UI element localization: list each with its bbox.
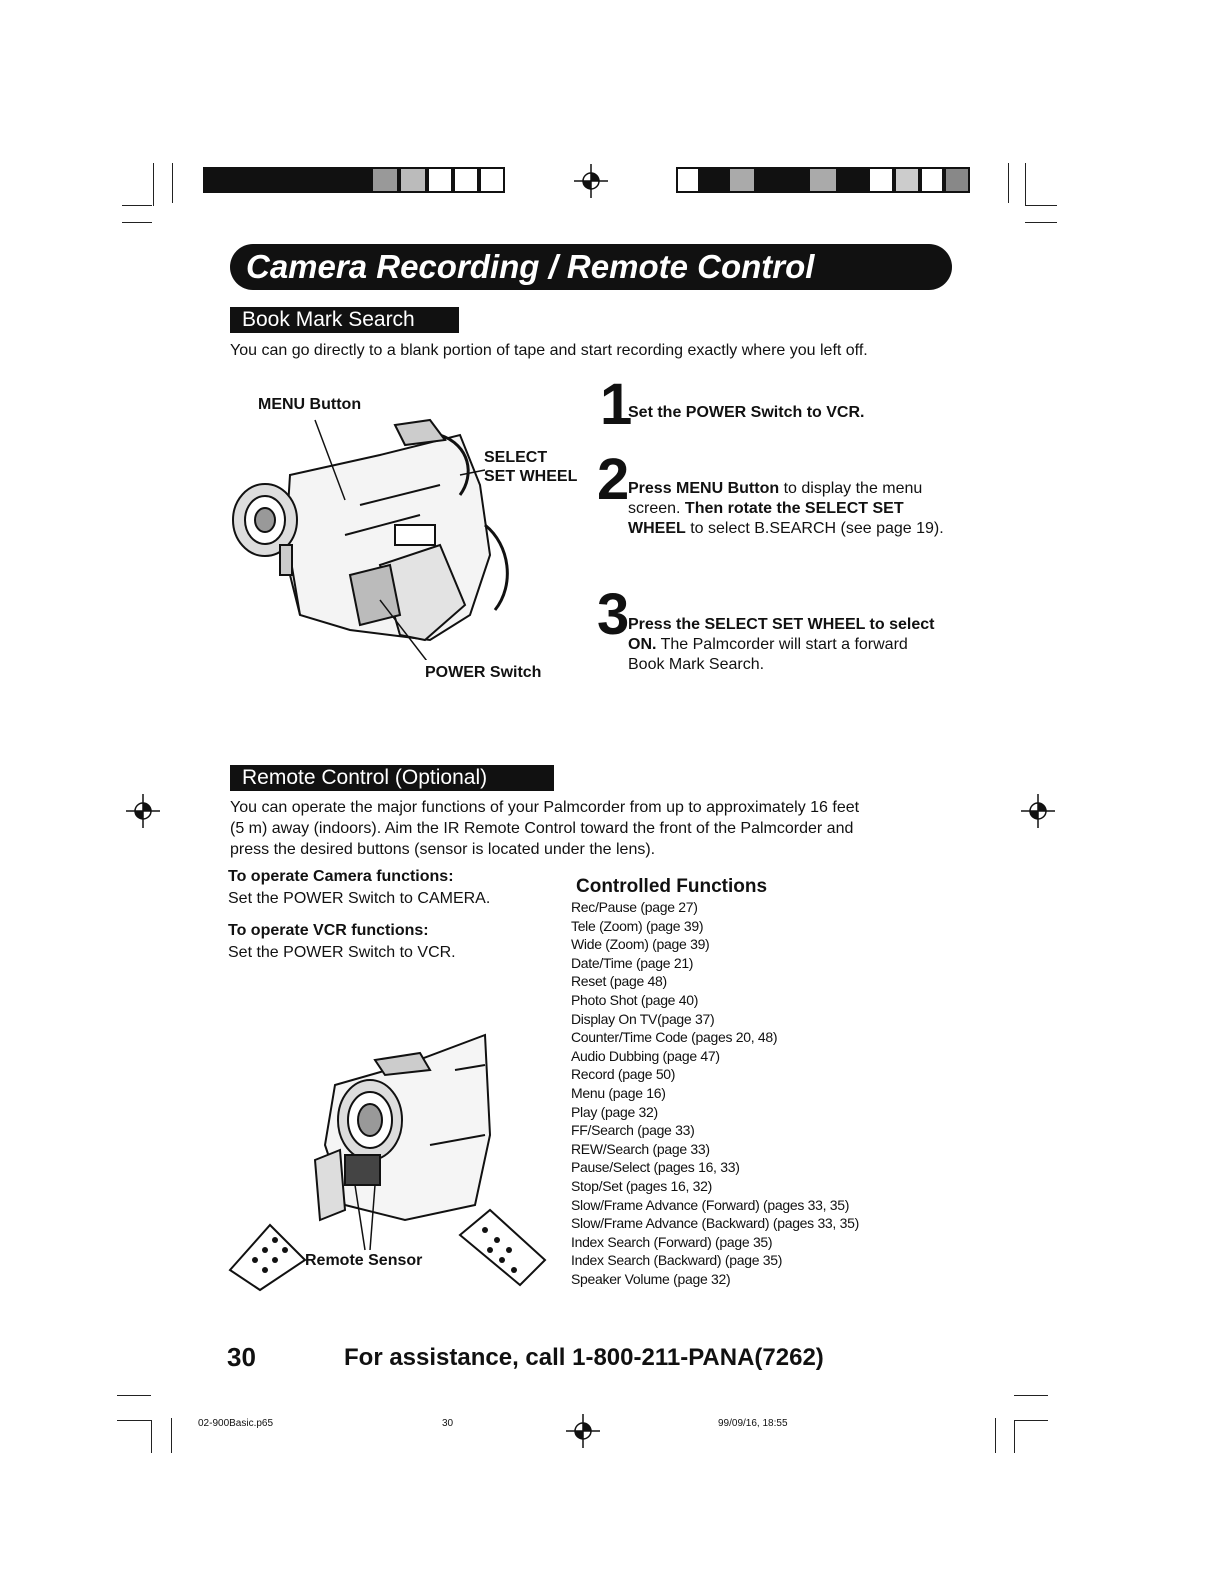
controlled-functions-title: Controlled Functions xyxy=(576,876,768,897)
controlled-function-item: FF/Search (page 33) xyxy=(571,1122,695,1139)
remote-intro-line: You can operate the major functions of your Palmcorder from up to approximately 16 feet xyxy=(230,799,860,816)
controlled-function-item: Wide (Zoom) (page 39) xyxy=(571,936,710,953)
remote-intro-line: (5 m) away (indoors). Aim the IR Remote Control toward the front of the Palmcorder and xyxy=(230,820,854,837)
step-3-bold-1: Press the SELECT SET WHEEL to select ON. xyxy=(628,616,935,653)
controlled-function-item: Date/Time (page 21) xyxy=(571,954,694,971)
crop-mark xyxy=(1025,222,1057,223)
controlled-function-item: Display On TV(page 37) xyxy=(571,1010,715,1027)
camera-functions-text: Set the POWER Switch to CAMERA. xyxy=(228,890,491,907)
crop-mark xyxy=(117,1420,151,1421)
controlled-function-item: Slow/Frame Advance (Forward) (pages 33, 35) xyxy=(571,1196,850,1213)
section-heading-remote: Remote Control (Optional) xyxy=(230,765,554,791)
crop-mark xyxy=(122,205,152,206)
step-2-bold-2: Then rotate the SELECT SET WHEEL xyxy=(628,500,904,537)
controlled-function-item: Menu (page 16) xyxy=(571,1084,666,1101)
controlled-function-item: Speaker Volume (page 32) xyxy=(571,1270,731,1287)
step-2-bold-1: Press MENU Button xyxy=(628,480,780,497)
file-page: 30 xyxy=(442,1418,454,1429)
crop-mark xyxy=(1014,1420,1015,1453)
step-1-text xyxy=(628,403,958,423)
controlled-function-item: Record (page 50) xyxy=(571,1066,676,1083)
label-set-wheel: SET WHEEL xyxy=(484,468,578,485)
controlled-function-item: Tele (Zoom) (page 39) xyxy=(571,917,704,934)
controlled-function-item: Audio Dubbing (page 47) xyxy=(571,1047,720,1064)
controlled-function-item: Stop/Set (pages 16, 32) xyxy=(571,1177,712,1194)
step-2-text-1: to display the menu screen. xyxy=(628,480,923,517)
crop-mark xyxy=(151,1420,152,1453)
label-power-switch: POWER Switch xyxy=(425,664,542,681)
file-name: 02-900Basic.p65 xyxy=(198,1418,274,1429)
label-menu-button: MENU Button xyxy=(258,396,362,413)
step-number-1: 1 xyxy=(600,372,633,437)
crop-mark xyxy=(171,1418,172,1453)
assistance-line: For assistance, call 1-800-211-PANA(7262) xyxy=(344,1344,824,1371)
registration-target-icon xyxy=(126,794,160,828)
remote-intro xyxy=(230,797,859,860)
vcr-functions-text: Set the POWER Switch to VCR. xyxy=(228,944,456,961)
vcr-functions-title: To operate VCR functions: xyxy=(228,922,429,939)
camera-functions-title: To operate Camera functions: xyxy=(228,868,454,885)
step-1-bold: Set the POWER Switch to VCR. xyxy=(628,404,865,421)
controlled-functions-list xyxy=(571,898,859,1288)
controlled-function-item: Counter/Time Code (pages 20, 48) xyxy=(571,1029,778,1046)
controlled-function-item: Pause/Select (pages 16, 33) xyxy=(571,1159,740,1176)
crop-mark xyxy=(1008,163,1009,203)
step-number-3: 3 xyxy=(597,582,630,647)
controlled-function-item: REW/Search (page 33) xyxy=(571,1140,710,1157)
controlled-function-item: Rec/Pause (page 27) xyxy=(571,899,698,915)
controlled-function-item: Play (page 32) xyxy=(571,1103,658,1120)
crop-mark xyxy=(1025,205,1057,206)
page-title-banner: Camera Recording / Remote Control xyxy=(230,244,952,290)
crop-mark xyxy=(172,163,173,203)
step-2-text xyxy=(628,479,958,539)
controlled-function-item: Photo Shot (page 40) xyxy=(571,991,699,1008)
section-heading-bookmark: Book Mark Search xyxy=(230,307,459,333)
controlled-function-item: Index Search (Backward) (page 35) xyxy=(571,1252,783,1269)
step-number-2: 2 xyxy=(597,447,630,512)
registration-target-icon xyxy=(1021,794,1055,828)
step-2-text-2: to select B.SEARCH (see page 19). xyxy=(685,520,944,537)
registration-target-icon xyxy=(574,164,608,198)
crop-mark xyxy=(1025,163,1026,206)
step-3-text-1: The Palmcorder will start a forward Book Mark Search. xyxy=(628,636,908,673)
controlled-function-item: Index Search (Forward) (page 35) xyxy=(571,1233,773,1250)
registration-target-icon xyxy=(566,1414,600,1448)
controlled-function-item: Slow/Frame Advance (Backward) (pages 33, 35) xyxy=(571,1215,859,1232)
step-3-text xyxy=(628,615,948,675)
crop-mark xyxy=(117,1395,151,1396)
label-select: SELECT xyxy=(484,449,548,466)
page-number: 30 xyxy=(227,1342,256,1372)
controlled-function-item: Reset (page 48) xyxy=(571,973,667,990)
crop-mark xyxy=(1014,1420,1048,1421)
file-timestamp: 99/09/16, 18:55 xyxy=(718,1418,788,1429)
remote-intro-line: press the desired buttons (sensor is located under the lens). xyxy=(230,841,656,858)
crop-mark xyxy=(122,222,152,223)
crop-mark xyxy=(995,1418,996,1453)
bookmark-intro: You can go directly to a blank portion of tape and start recording exactly where you left off. xyxy=(230,342,868,359)
registration-bar-right xyxy=(676,167,970,193)
registration-bar-left xyxy=(203,167,505,193)
crop-mark xyxy=(1014,1395,1048,1396)
label-remote-sensor: Remote Sensor xyxy=(305,1252,423,1269)
crop-mark xyxy=(153,163,154,206)
